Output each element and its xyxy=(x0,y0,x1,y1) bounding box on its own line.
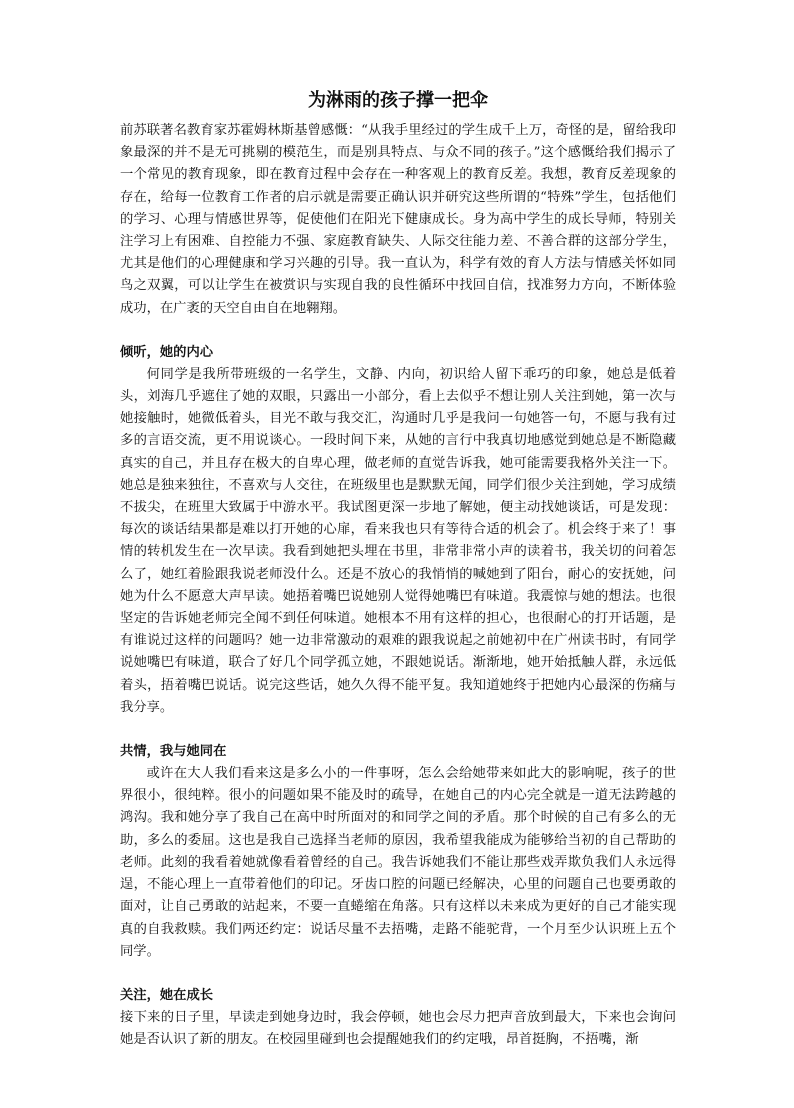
section-heading-growth: 关注，她在成长 xyxy=(120,987,214,1003)
intro-paragraph: 前苏联著名教育家苏霍姆林斯基曾感慨：“从我手里经过的学生成千上万，奇怪的是，留给我印象最深的并不是无可挑剔的模范生，而是别具特点、与众不同的孩子。”这个感慨给我们揭示了一个常见的教育现象，即在教育过程中会存在一种客观上的教育反差。我想，教育反差现象的存在，给每一位教育工作者的启示就是需要正确认识并研究这些所谓的“特殊”学生，包括他们的学习、心理与情感世界等，促使他们在阳光下健康成长。身为高中学生的成长导师，特别关注学习上有困难、自控能力不强、家庭教育缺失、人际交往能力差、不善合群的这部分学生，尤其是他们的心理健康和学习兴趣的引导。我一直认为，科学有效的育人方法与情感关怀如同鸟之双翼，可以让学生在被赏识与实现自我的良性循环中找回自信，找准努力方向，不断体验成功，在广袤的天空自由自在地翱翔。 xyxy=(120,123,676,316)
section-heading-listen: 倾听，她的内心 xyxy=(120,344,214,360)
section-body-empathy: 或许在大人我们看来这是多么小的一件事呀，怎么会给她带来如此大的影响呢，孩子的世界很小，很纯粹。很小的问题如果不能及时的疏导，在她自己的内心完全就是一道无法跨越的鸿沟。我和她分享了我自己在高中时所面对的和同学之间的矛盾。那个时候的自己有多么的无助，多么的委屈。这也是我自己选择当老师的原因，我希望我能成为能够给当初的自己帮助的老师。此刻的我看着她就像看着曾经的自己。我告诉她我们不能让那些戏弄欺负我们人永远得逞，不能心理上一直带着他们的印记。牙齿口腔的问题已经解决，心里的问题自己也要勇敢的面对，让自己勇敢的站起来，不要一直蜷缩在角落。只有这样以未来成为更好的自己才能实现真的自我救赎。我们两还约定：说话尽量不去捂嘴，走路不能驼背，一个月至少认识班上五个同学。 xyxy=(120,766,676,959)
document-page xyxy=(120,88,676,1051)
document-title: 为淋雨的孩子撑一把伞 xyxy=(308,90,488,111)
section-body-growth: 接下来的日子里，早读走到她身边时，我会停顿，她也会尽力把声音放到最大，下来也会询问她是否认识了新的朋友。在校园里碰到也会提醒她我们的约定哦，昂首挺胸，不捂嘴，渐 xyxy=(120,1009,676,1048)
section-body-listen: 何同学是我所带班级的一名学生，文静、内向，初识给人留下乖巧的印象，她总是低着头，刘海几乎遮住了她的双眼，只露出一小部分，看上去似乎不想让别人关注到她，第一次与她接触时，她微低着头，目光不敢与我交汇，沟通时几乎是我问一句她答一句，不愿与我有过多的言语交流，更不用说谈心。一段时间下来，从她的言行中我真切地感觉到她总是不断隐藏真实的自己，并且存在极大的自卑心理，做老师的直觉告诉我，她可能需要我格外关注一下。她总是独来独往，不喜欢与人交往，在班级里也是默默无闻，同学们很少关注到她，学习成绩不拔尖，在班里大致属于中游水平。我试图更深一步地了解她，便主动找她谈话，可是发现：每次的谈话结果都是难以打开她的心扉，看来我也只有等待合适的机会了。机会终于来了！事情的转机发生在一次早读。我看到她把头埋在书里，非常非常小声的读着书，我关切的问着怎么了，她红着脸跟我说老师没什么。还是不放心的我悄悄的喊她到了阳台，耐心的安抚她，问她为什么不愿意大声早读。她捂着嘴巴说她别人觉得她嘴巴有味道。我震惊与她的想法。也很坚定的告诉她老师完全闻不到任何味道。她根本不用有这样的担心，也很耐心的打开话题，是有谁说过这样的问题吗？她一边非常激动的艰难的跟我说起之前她初中在广州读书时，有同学说她嘴巴有味道，联合了好几个同学孤立她，不跟她说话。渐渐地，她开始抵触人群，永远低着头，捂着嘴巴说话。说完这些话，她久久得不能平复。我知道她终于把她内心最深的伤痛与我分享。 xyxy=(120,366,676,715)
section-heading-empathy: 共情，我与她同在 xyxy=(120,744,227,760)
